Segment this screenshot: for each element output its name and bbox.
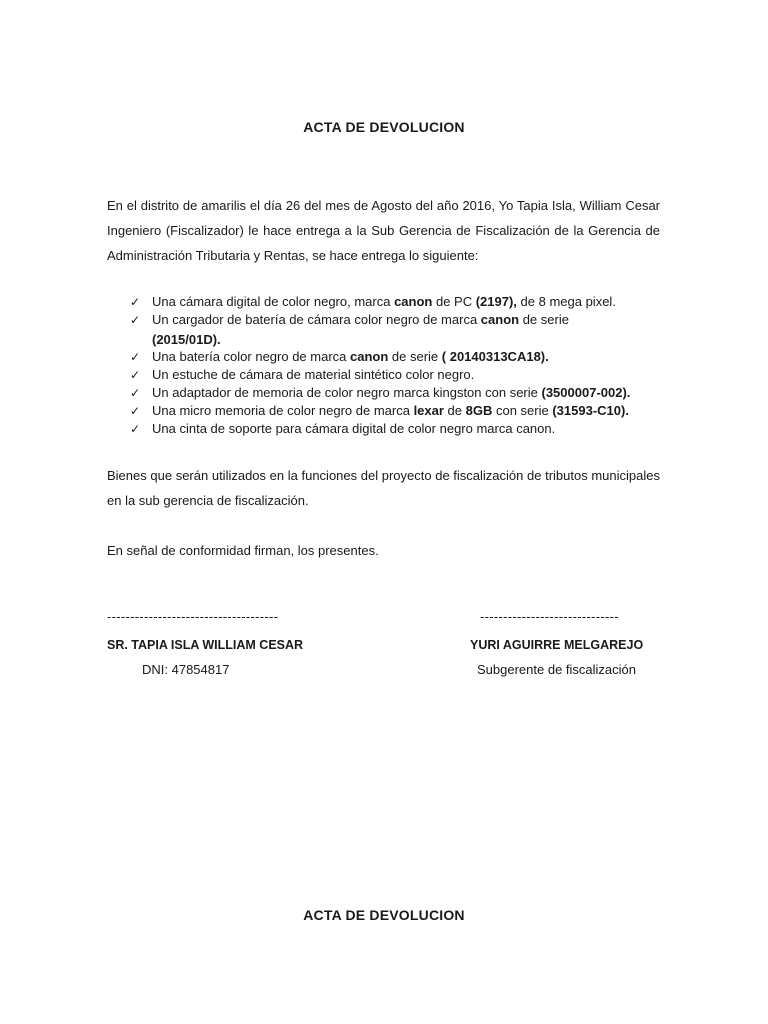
purpose-paragraph: Bienes que serán utilizados en la funciones del proyecto de fiscalización de tributos municipales en la sub gerencia de fiscalización. <box>107 468 660 508</box>
list-item: ✓ Un cargador de batería de cámara color negro de marca canon de serie (2015/01D). <box>130 312 569 347</box>
checkmark-icon: ✓ <box>130 350 141 364</box>
signature-line-right: ------------------------------ <box>480 609 619 624</box>
list-item: ✓ Una cámara digital de color negro, marca canon de PC (2197), de 8 mega pixel. <box>130 294 616 309</box>
conformity-paragraph: En señal de conformidad firman, los presentes. <box>107 543 379 558</box>
checkmark-icon: ✓ <box>130 295 141 309</box>
checkmark-icon: ✓ <box>130 404 141 418</box>
signatory-name-right: YURI AGUIRRE MELGAREJO <box>470 638 644 652</box>
signatory-name-left: SR. TAPIA ISLA WILLIAM CESAR <box>107 638 304 652</box>
checkmark-icon: ✓ <box>130 313 141 327</box>
list-item: ✓ Un adaptador de memoria de color negro marca kingston con serie (3500007-002). <box>130 385 631 400</box>
list-item: ✓ Una micro memoria de color negro de marca lexar de 8GB con serie (31593-C10). <box>130 403 629 418</box>
document-title: ACTA DE DEVOLUCION <box>303 119 465 135</box>
checkmark-icon: ✓ <box>130 386 141 400</box>
checkmark-icon: ✓ <box>130 422 141 436</box>
signatory-position: Subgerente de fiscalización <box>477 662 636 677</box>
intro-paragraph: En el distrito de amarilis el día 26 del mes de Agosto del año 2016, Yo Tapia Isla, William Cesar Ingeniero (Fiscalizador) le hace entrega a la Sub Gerencia de Fiscalización de la Gerencia de Administración Tributaria y Rentas, se hace entrega lo siguiente: <box>107 198 660 263</box>
signatory-dni: DNI: 47854817 <box>142 662 230 677</box>
checkmark-icon: ✓ <box>130 368 141 382</box>
next-page-title: ACTA DE DEVOLUCION <box>303 907 465 923</box>
items-checklist <box>130 293 690 438</box>
list-item: ✓ Un estuche de cámara de material sintético color negro. <box>130 367 475 382</box>
list-item: ✓ Una cinta de soporte para cámara digital de color negro marca canon. <box>130 421 556 436</box>
list-item: ✓ Una batería color negro de marca canon de serie ( 20140313CA18). <box>130 349 549 364</box>
signature-line-left: ------------------------------------- <box>107 609 279 624</box>
